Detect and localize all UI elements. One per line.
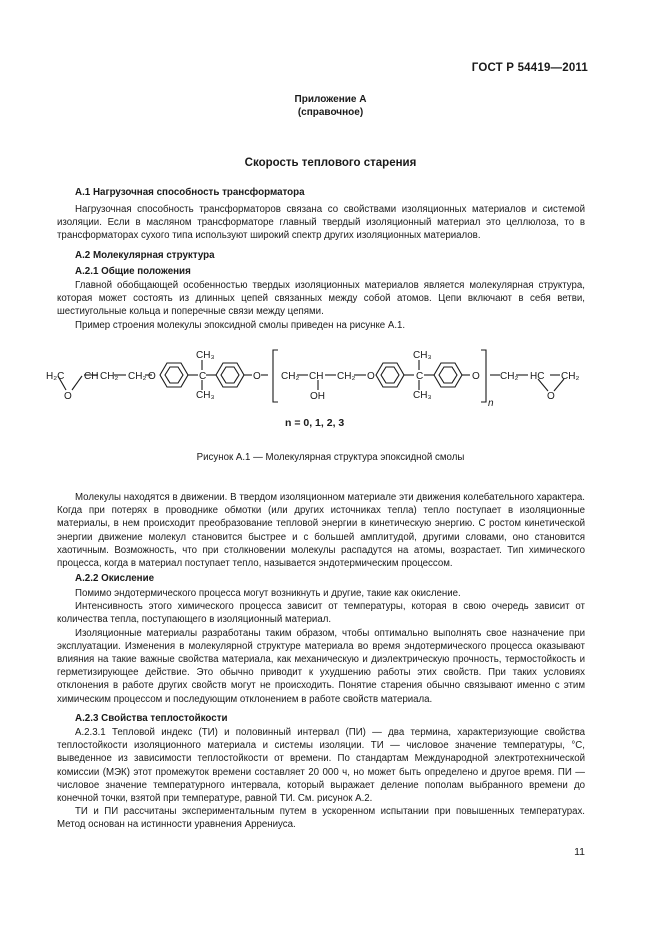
label-o: O bbox=[472, 371, 480, 382]
label-ch3: CH₃ bbox=[413, 390, 432, 401]
paragraph: Изоляционные материалы разработаны таким образом, чтобы оптимально выполнять свое назначение при эксплуатации. Изменения в молекулярной структуре материала во время эндотермического процесса оказывают влияния на такие важные свойства материала, как механическую и диэлектрическую прочность, термостойкость и герметизирующее действие. Это обычно приводит к ухудшению работы этих свойств. При таких условиях отклонения в работе других свойств могут не происходить. Понятие старения обычно связывают именно с этим химическим процессом и последующим отклонением в работе свойств материала. bbox=[57, 627, 585, 705]
paragraph: ТИ и ПИ рассчитаны экспериментальным путем в ускоренном испытании при повышенных температурах. Метод основан на истинности уравнения Аррениуса. bbox=[57, 806, 585, 831]
label-o: O bbox=[64, 391, 72, 402]
section-a1-body bbox=[57, 203, 585, 243]
annex-heading bbox=[0, 93, 661, 119]
section-a21-continued bbox=[57, 491, 585, 570]
label-c: C bbox=[199, 371, 207, 382]
label-h2c: H₂C bbox=[46, 371, 65, 382]
label-ch2: CH₂ bbox=[337, 371, 356, 382]
section-a23-heading: А.2.3 Свойства теплостойкости bbox=[75, 713, 228, 724]
label-o: O bbox=[547, 391, 555, 402]
section-a22-heading: А.2.2 Окисление bbox=[75, 573, 155, 584]
label-ch3: CH₃ bbox=[413, 350, 432, 361]
annex-title: Приложение А bbox=[294, 94, 367, 105]
section-a22-body bbox=[57, 587, 585, 706]
document-title: Скорость теплового старения bbox=[244, 157, 417, 169]
paragraph: Главной обобщающей особенностью твердых изоляционных материалов является молекулярная структура, которая может состоять из длинных цепей связанных между собой атомов. Цепи включают в себя ветви, шестиугольные кольца и поперечные связи между цепями. bbox=[57, 280, 585, 318]
label-o: O bbox=[148, 371, 156, 382]
label-hc: HC bbox=[530, 371, 545, 382]
label-ch2: CH₂ bbox=[500, 371, 519, 382]
annex-type: (справочное) bbox=[297, 107, 364, 118]
label-ch: CH bbox=[84, 371, 99, 382]
paragraph: Интенсивность этого химического процесса зависит от температуры, которая в свою очередь зависит от количества тепла, поступающего в изоляционный материал. bbox=[57, 601, 585, 626]
label-ch: CH bbox=[309, 371, 324, 382]
figure-caption: Рисунок А.1 — Молекулярная структура эпоксидной смолы bbox=[196, 452, 465, 463]
section-a2-heading: А.2 Молекулярная структура bbox=[75, 250, 215, 261]
label-ch2: CH₂ bbox=[281, 371, 300, 382]
paragraph: Помимо эндотермического процесса могут возникнуть и другие, такие как окисление. bbox=[75, 588, 461, 599]
section-a23-body bbox=[57, 726, 585, 832]
epoxy-structure-figure bbox=[40, 342, 620, 437]
label-c: C bbox=[416, 371, 424, 382]
label-o: O bbox=[367, 371, 375, 382]
label-oh: OH bbox=[310, 391, 325, 402]
document-header: ГОСТ Р 54419—2011 bbox=[471, 62, 588, 74]
page-number: 11 bbox=[574, 846, 585, 858]
label-n: n bbox=[488, 398, 494, 409]
label-ch2: CH₂ bbox=[100, 371, 119, 382]
section-a21-heading: А.2.1 Общие положения bbox=[75, 266, 191, 277]
label-ch3: CH₃ bbox=[196, 350, 215, 361]
paragraph: Нагрузочная способность трансформаторов связана со свойствами изоляционных материалов и системой изоляции. Если в масляном трансформаторе главный твердый изоляционный материал это целлюлоза, то в трансформаторах сухого типа используют широкий спектр других изоляционных материалов. bbox=[57, 204, 585, 242]
section-a1-heading: А.1 Нагрузочная способность трансформатора bbox=[75, 187, 305, 198]
label-ch2: CH₂ bbox=[128, 371, 147, 382]
label-ch3: CH₃ bbox=[196, 390, 215, 401]
label-rch2: CH₂ bbox=[561, 371, 580, 382]
paragraph: Пример строения молекулы эпоксидной смолы приведен на рисунке А.1. bbox=[75, 319, 406, 331]
section-a21-body bbox=[57, 279, 585, 332]
paragraph: Молекулы находятся в движении. В твердом изоляционном материале эти движения колебательного характера. Когда при потерях в проводнике обмотки (или других источниках тепла) тепло поступает в изоляционные материалы, в нем происходит преобразование тепловой энергии в кинетическую энергию. С ростом кинетической энергии движение молекул становится быстрее и с большей амплитудой, другими словами, оно становится хаотичным. Возможность, что при столкновении молекулы распадутся на атомы, возрастает. Тип химического процесса, когда в материал поступает тепло, называется эндотермическим процессом. bbox=[57, 492, 585, 570]
n-values-label: n = 0, 1, 2, 3 bbox=[285, 417, 345, 429]
label-o: O bbox=[253, 371, 261, 382]
paragraph: А.2.3.1 Тепловой индекс (ТИ) и половинный интервал (ПИ) — два термина, характеризующие свойства теплостойкости изоляционного материала и системы изоляции. ТИ — числовое значение температуры, °С, выведенное из зависимости теплостойкости от времени. По стандартам Международной электротехнической комиссии (МЭК) этот промежуток времени составляет 20 000 ч, но может быть определено и другое время. ПИ — числовое значение температурного интервала, который выражает деление пополам выбранного времени до конечной точки, взятой при температуре, равной ТИ. См. рисунок А.2. bbox=[57, 727, 585, 805]
